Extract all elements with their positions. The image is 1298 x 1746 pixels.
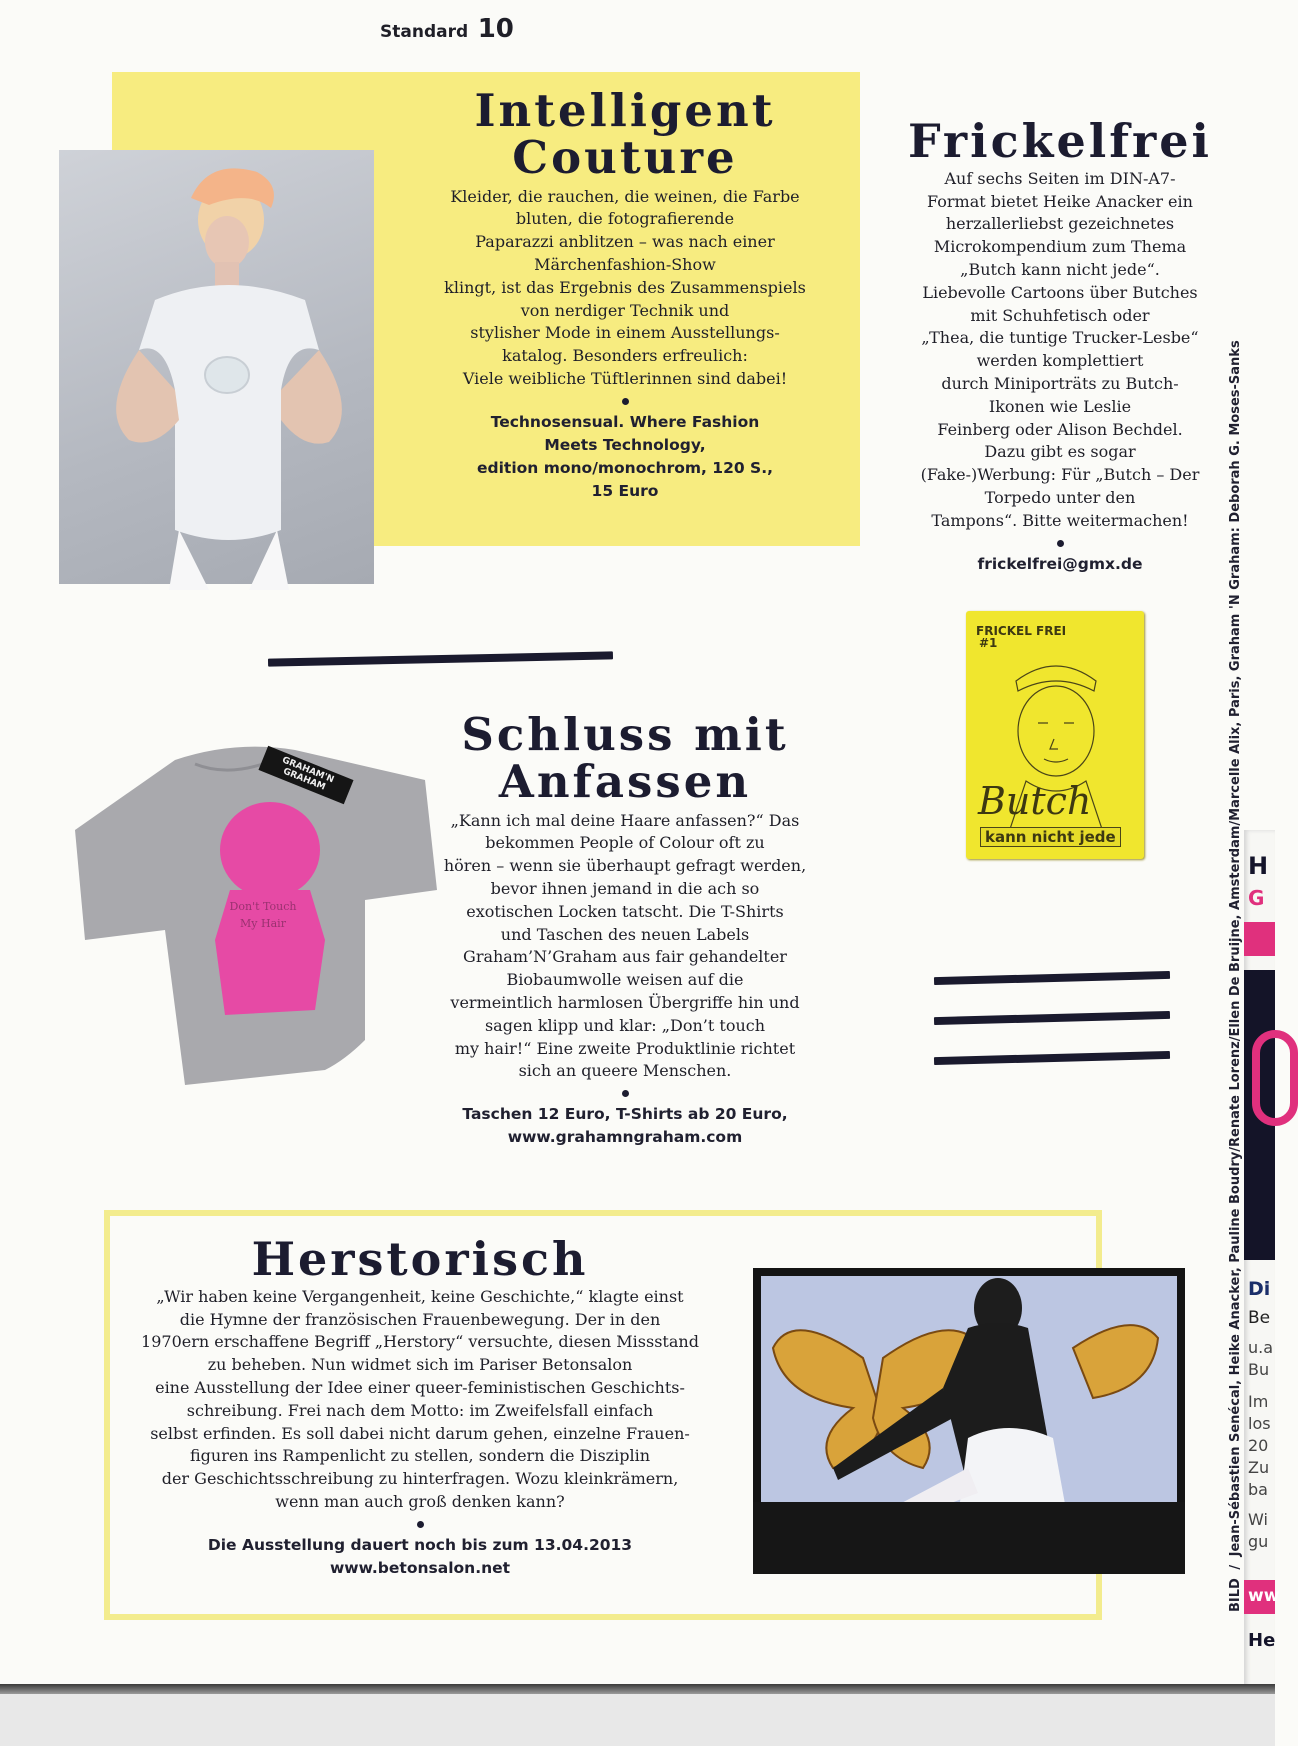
next-page-text-ba: ba [1248, 1480, 1268, 1499]
herstorisch-body: „Wir haben keine Vergangenheit, keine Geschichte,“ klagte einst die Hymne der französischen Frauenbewegung. Der in den 1970ern erschaffene Begriff „Herstory“ versuchte, diesen Missstand zu beheben. Nun widmet sich im Pariser Betonsalon eine Ausstellung der Idee einer queer-feministischen Geschichts- schreibung. Frei nach dem Motto: im Zweifelsfall einfach selbst erfinden. Es soll dabei nicht darum gehen, einzelne Frauen- figuren ins Rampenlicht zu stellen, sondern die Disziplin der Geschichtsschreibung zu hinterfragen. Wozu kleinkrämern, wenn man auch groß denken kann? [141, 1286, 699, 1511]
couture-info: Technosensual. Where Fashion Meets Technology, edition mono/monochrom, 120 S., 15 Euro [477, 412, 773, 500]
divider-bar-right-2 [934, 1011, 1170, 1025]
next-page-text-bu: Bu [1248, 1360, 1270, 1379]
booklet-title [976, 625, 1076, 649]
tshirt-tag: GRAHAM'N GRAHAM [258, 746, 353, 805]
butterfly-performance-illustration [753, 1268, 1185, 1574]
photo-credits [1228, 340, 1244, 1612]
next-page-text-im: Im [1248, 1392, 1269, 1411]
couture-headline-line2: Couture [512, 130, 738, 184]
couture-article [430, 84, 820, 503]
divider-bar-mid [268, 651, 613, 666]
booklet-butch-word: Butch [978, 779, 1092, 823]
next-page-text-gu: gu [1248, 1532, 1269, 1551]
credits-text: Jean-Sébastien Senécal, Heike Anacker, Pauline Boudry/Renate Lorenz/Ellen De Bruijne, Amsterdam/Marcelle Alix, Paris, Graham 'N Graham: Deborah G. Moses-Sanks [1228, 340, 1243, 1557]
tshirt-photo [75, 740, 435, 1088]
herstorisch-headline: Herstorisch [251, 1232, 589, 1286]
next-page-pink-bar [1244, 922, 1275, 956]
schluss-body: „Kann ich mal deine Haare anfassen?“ Das bekommen People of Colour oft zu hören – wenn sie überhaupt gefragt werden, bevor ihnen jemand in die ach so exotischen Locken tatscht. Die T-Shirts und Taschen des neuen Labels Graham’N’Graham aus fair gehandelter Biobaumwolle weisen auf die vermeintlich harmlosen Übergriffe hin und sagen klipp und klar: „Don’t touch my hair!“ Eine zweite Produktlinie richtet sich an queere Menschen. [443, 810, 807, 1081]
herstorisch-info: Die Ausstellung dauert noch bis zum 13.04.2013 www.betonsalon.net [207, 1535, 633, 1577]
herstorisch-bullet [417, 1521, 424, 1528]
next-page-text-los: los [1248, 1414, 1271, 1433]
herstorisch-article [120, 1232, 720, 1580]
frickelfrei-info: frickelfrei@gmx.de [977, 554, 1143, 573]
schluss-bullet [622, 1090, 629, 1097]
next-page-text-20: 20 [1248, 1436, 1269, 1455]
divider-bar-right-1 [934, 971, 1170, 985]
next-page-text-zu: Zu [1248, 1458, 1270, 1477]
schluss-headline-line1: Schluss mit [461, 708, 789, 761]
frickelfrei-bullet [1057, 540, 1064, 547]
next-page-text-di: Di [1248, 1278, 1271, 1300]
page-bottom-edge [0, 1684, 1275, 1694]
next-page-pink-url [1244, 1580, 1280, 1614]
frickelfrei-booklet [966, 611, 1144, 859]
next-page-text-wi: Wi [1248, 1510, 1268, 1529]
next-page-edge [1244, 830, 1280, 1710]
section-label: Standard [380, 22, 469, 42]
couture-body: Kleider, die rauchen, die weinen, die Farbe bluten, die fotografierende Paparazzi anblitzen – was nach einer Märchenfashion-Show klingt, ist das Ergebnis des Zusammenspiels von nerdiger Technik und stylisher Mode in einem Ausstellungs- katalog. Besonders erfreulich: Viele weibliche Tüftlerinnen sind dabei! [444, 186, 806, 388]
page-bottom-margin [0, 1694, 1275, 1746]
model-illustration [59, 150, 374, 584]
next-page-text-ww: ww [1248, 1586, 1280, 1606]
couture-bullet [622, 398, 629, 405]
couture-headline-line1: Intelligent [474, 84, 776, 137]
herstorisch-photo [753, 1268, 1185, 1574]
next-page-heading-g: G [1248, 886, 1265, 910]
next-page-text-be: Be [1248, 1308, 1271, 1328]
tshirt-print-text: Don't Touch My Hair [229, 900, 297, 930]
couture-model-photo [59, 150, 374, 584]
next-page-text-ua: u.a [1248, 1338, 1274, 1357]
frickelfrei-body: Auf sechs Seiten im DIN-A7- Format bietet Heike Anacker ein herzallerliebst gezeichnetes Microkompendium zum Thema „Butch kann nicht jede“. Liebevolle Cartoons über Butches mit Schuhfetisch oder „Thea, die tuntige Trucker-Lesbe“ werden komplettiert durch Miniporträts zu Butch- Ikonen wie Leslie Feinberg oder Alison Bechdel. Dazu gibt es sogar (Fake-)Werbung: Für „Butch – Der Torpedo unter den Tampons“. Bitte weitermachen! [920, 168, 1200, 530]
schluss-info: Taschen 12 Euro, T-Shirts ab 20 Euro, www.grahamngraham.com [462, 1105, 788, 1147]
credits-slash: / [1228, 1564, 1243, 1570]
schluss-headline-line2: Anfassen [498, 754, 752, 808]
frickelfrei-article [900, 114, 1220, 576]
booklet-title-text: FRICKEL FREI [976, 624, 1067, 638]
schluss-article [425, 708, 825, 1149]
booklet-issue: #1 [979, 636, 998, 650]
schluss-headline [425, 708, 825, 808]
next-page-text-he: He [1248, 1630, 1276, 1651]
couture-headline [430, 84, 820, 184]
frickelfrei-headline: Frickelfrei [908, 114, 1212, 168]
booklet-subtitle: kann nicht jede [980, 827, 1121, 847]
next-page-heading-h: H [1248, 852, 1269, 880]
divider-bar-right-3 [934, 1051, 1170, 1065]
page-number: 10 [477, 14, 514, 44]
next-page-pink-glyph [1252, 1030, 1298, 1126]
page-header [380, 14, 514, 44]
credits-label: BILD [1228, 1578, 1243, 1612]
